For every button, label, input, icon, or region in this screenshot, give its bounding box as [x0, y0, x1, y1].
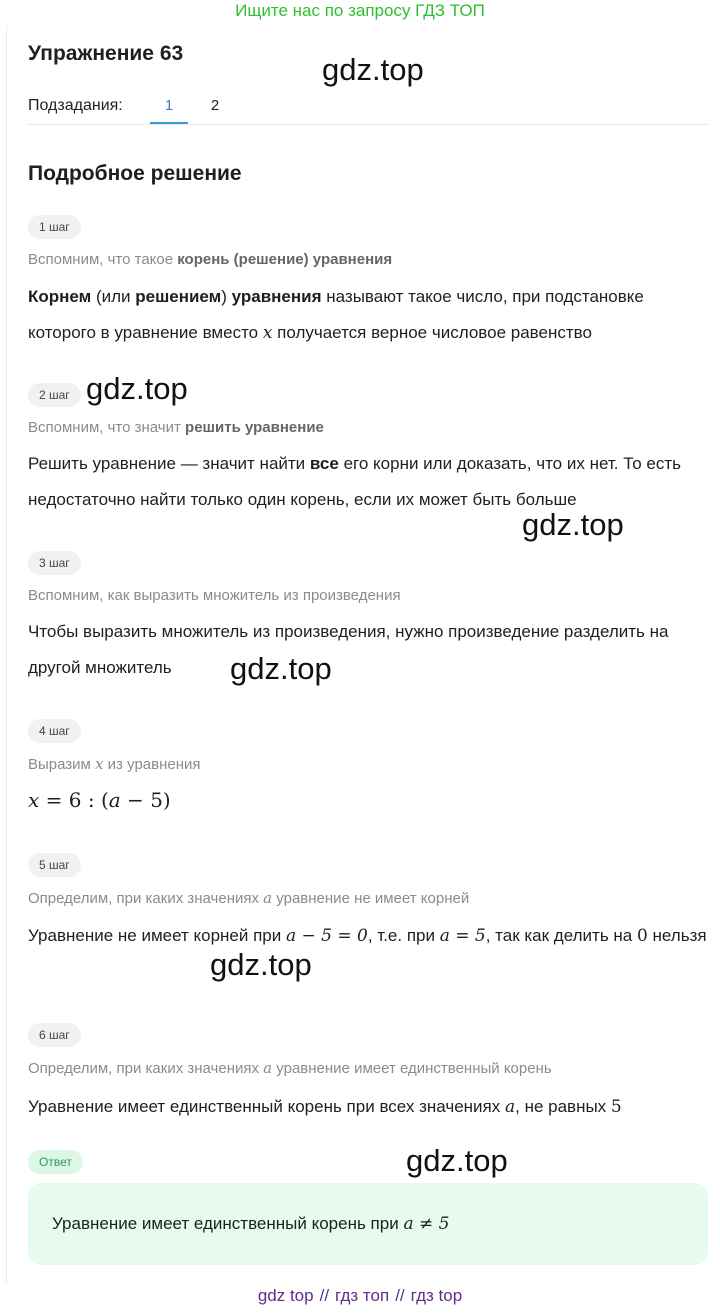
step-1-text: Корнем (или решением) уравнения называют такое число, при подстановке которого в уравнение вместо x получается верное числовое равенство — [28, 287, 644, 343]
step-4-hint: Выразим x из уравнения — [28, 755, 201, 773]
step-5-badge: 5 шаг — [28, 853, 81, 877]
footer-link-gdz-top-mixed[interactable]: гдз top — [410, 1286, 463, 1305]
watermark: gdz.top — [522, 507, 624, 542]
subtasks-label: Подзадания: — [28, 97, 123, 114]
step-4-badge: 4 шаг — [28, 719, 81, 743]
solution-title: Подробное решение — [28, 162, 242, 185]
watermark: gdz.top — [230, 651, 332, 686]
footer-separator: // — [395, 1286, 405, 1305]
answer-formula: a ≠ 5 — [403, 1214, 450, 1234]
step-1-hint: Вспомним, что такое корень (решение) уравнения — [28, 251, 393, 268]
watermark: gdz.top — [86, 371, 188, 406]
step-3-hint: Вспомним, как выразить множитель из произведения — [28, 587, 401, 604]
search-banner: Ищите нас по запросу ГДЗ ТОП — [235, 1, 485, 20]
subtask-tab-1[interactable]: 1 — [164, 97, 174, 114]
tabs-divider — [28, 124, 708, 125]
answer-box — [28, 1183, 708, 1265]
footer-link-gdz-top[interactable]: gdz top — [257, 1286, 314, 1305]
watermark: gdz.top — [210, 947, 312, 982]
footer-link-gdz-top-ru[interactable]: гдз топ — [335, 1286, 390, 1305]
footer-separator: // — [319, 1286, 330, 1305]
step-1-badge: 1 шаг — [28, 215, 81, 239]
step-2-text: Решить уравнение — значит найти все его корни или доказать, что их нет. То есть недостаточно найти только один корень, если их может быть больше — [28, 454, 682, 509]
step-2-badge: 2 шаг — [28, 383, 81, 407]
step-4-formula: x = 6 : (a − 5) — [28, 788, 171, 812]
step-5-text: Уравнение не имеет корней при a − 5 = 0, т.е. при a = 5, так как делить на 0 нельзя — [28, 926, 707, 946]
answer-badge: Ответ — [28, 1150, 83, 1174]
step-5-hint: Определим, при каких значениях a уравнение не имеет корней — [28, 889, 470, 907]
footer-links — [0, 1286, 720, 1306]
step-6-text: Уравнение имеет единственный корень при всех значениях a, не равных 5 — [28, 1097, 622, 1117]
watermark: gdz.top — [322, 52, 424, 87]
step-3-badge: 3 шаг — [28, 551, 81, 575]
answer-text: Уравнение имеет единственный корень при — [52, 1214, 404, 1233]
step-6-badge: 6 шаг — [28, 1023, 81, 1047]
step-2-hint: Вспомним, что значит решить уравнение — [28, 419, 324, 436]
watermark: gdz.top — [406, 1143, 508, 1178]
step-3-text: Чтобы выразить множитель из произведения, нужно произведение разделить на другой множитель — [28, 622, 669, 677]
exercise-title: Упражнение 63 — [28, 42, 184, 65]
step-6-hint: Определим, при каких значениях a уравнение имеет единственный корень — [28, 1059, 552, 1077]
subtask-tab-2[interactable]: 2 — [210, 97, 220, 114]
